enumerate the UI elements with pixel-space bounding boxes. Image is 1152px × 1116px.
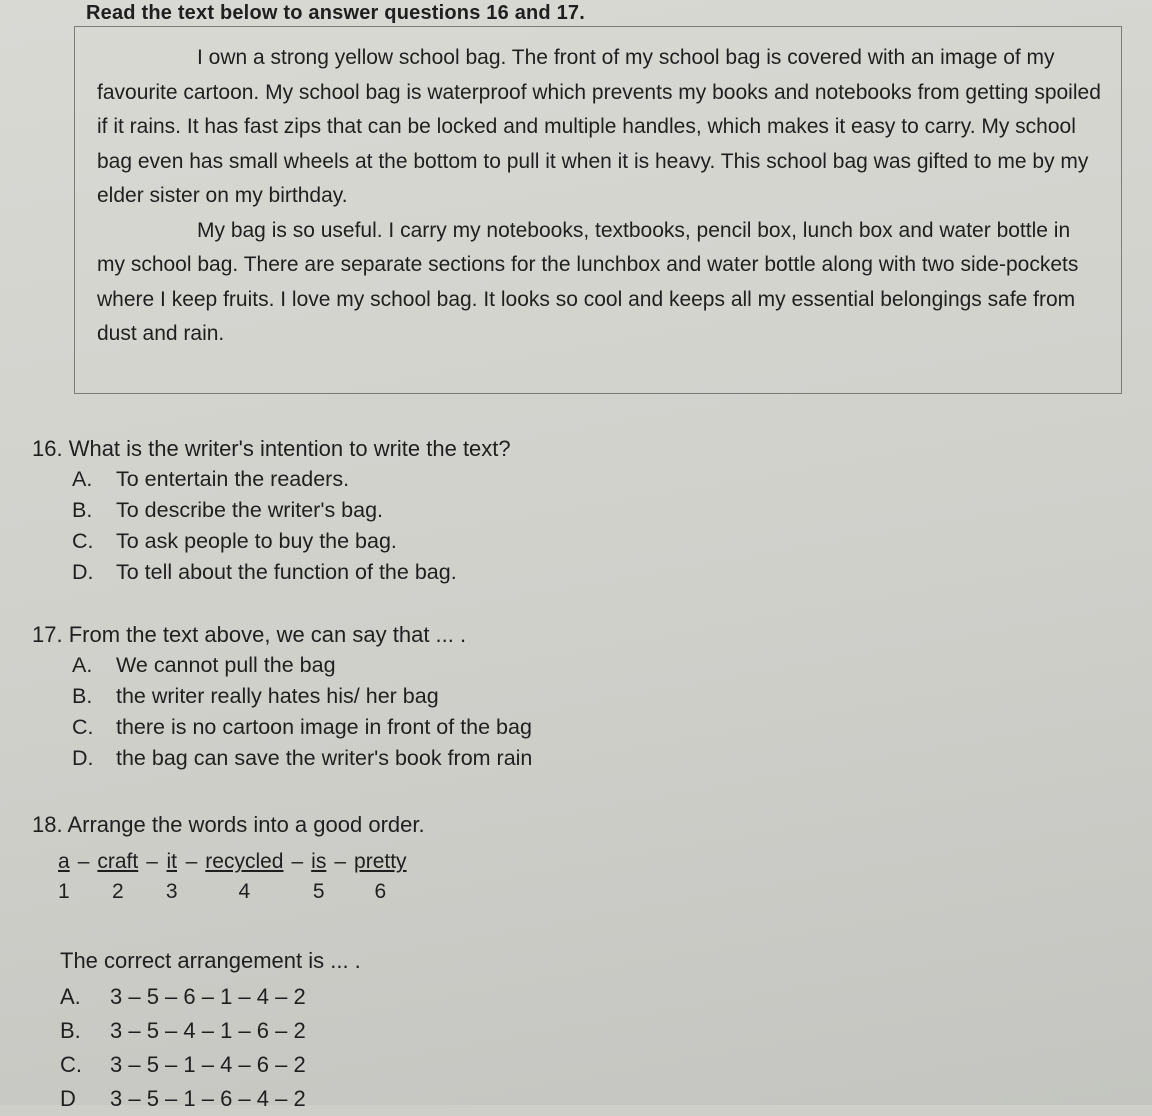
word-card [205, 848, 283, 906]
option-text: To tell about the function of the bag. [116, 560, 457, 584]
word-number: 3 [165, 880, 178, 903]
word-text: a [58, 850, 70, 873]
option-16a[interactable] [72, 464, 511, 495]
word-arrangement [58, 848, 407, 906]
word-separator: – [334, 850, 347, 873]
question-16 [32, 434, 511, 588]
word-separator: – [185, 850, 198, 873]
option-letter: B. [60, 1018, 81, 1043]
option-17a[interactable] [72, 650, 532, 681]
word-number: 1 [58, 880, 70, 903]
option-text: 3 – 5 – 6 – 1 – 4 – 2 [110, 984, 306, 1009]
option-letter: A. [60, 984, 81, 1009]
word-card [97, 848, 138, 906]
question-17-text: 17. From the text above, we can say that ... . [32, 622, 467, 647]
word-separator: – [77, 850, 90, 873]
word-number: 6 [374, 880, 387, 903]
option-18c[interactable] [60, 1048, 306, 1082]
option-letter: C. [60, 1052, 82, 1077]
option-18a[interactable] [60, 980, 306, 1014]
question-18 [32, 810, 425, 840]
option-letter: D. [72, 560, 94, 584]
question-18-options [60, 980, 306, 1116]
word-text: craft [97, 850, 139, 873]
option-letter: A. [72, 653, 93, 677]
word-number: 5 [312, 880, 325, 903]
question-18-text: 18. Arrange the words into a good order. [32, 812, 425, 837]
word-number: 2 [111, 880, 124, 903]
word-separator: – [146, 850, 158, 873]
option-text: there is no cartoon image in front of the bag [116, 715, 532, 739]
question-16-options [72, 464, 511, 588]
option-text: the writer really hates his/ her bag [116, 684, 439, 708]
word-card [166, 848, 178, 906]
option-letter: A. [72, 467, 93, 491]
passage-box [74, 26, 1122, 394]
option-17b[interactable] [72, 681, 532, 712]
option-letter: B. [72, 684, 93, 708]
passage-paragraph-1: I own a strong yellow school bag. The front of my school bag is covered with an image of my favourite cartoon. My school bag is waterproof which prevents my books and notebooks from getting spoiled if it rains. It has fast zips that can be locked and multiple handles, which makes it easy to carry. My school bag even has small wheels at the bottom to pull it when it is heavy. This school bag was gifted to me by my elder sister on my birthday. [97, 46, 1101, 207]
option-16d[interactable] [72, 557, 511, 588]
question-17 [32, 620, 532, 774]
option-16c[interactable] [72, 526, 511, 557]
option-text: To describe the writer's bag. [116, 498, 384, 522]
option-text: 3 – 5 – 4 – 1 – 6 – 2 [110, 1018, 306, 1043]
word-text: is [311, 850, 327, 873]
option-18d[interactable] [60, 1082, 306, 1116]
option-letter: C. [72, 715, 94, 739]
option-18b[interactable] [60, 1014, 306, 1048]
option-letter: D [60, 1086, 76, 1111]
option-text: the bag can save the writer's book from rain [116, 746, 533, 770]
question-17-options [72, 650, 532, 774]
option-text: To ask people to buy the bag. [116, 529, 397, 553]
word-text: recycled [205, 850, 284, 873]
option-letter: B. [72, 498, 93, 522]
option-letter: C. [72, 529, 94, 553]
word-card [354, 848, 407, 906]
word-card [311, 848, 326, 906]
word-separator: – [291, 850, 304, 873]
instruction: Read the text below to answer questions 16 and 17. [86, 2, 586, 24]
passage-paragraph-2: My bag is so useful. I carry my notebooks, textbooks, pencil box, lunch box and water bottle in my school bag. There are separate sections for the lunchbox and water bottle along with two side-pockets where I keep fruits. I love my school bag. It looks so cool and keeps all my essential belongings safe from dust and rain. [97, 218, 1079, 345]
word-text: pretty [354, 850, 407, 873]
option-text: 3 – 5 – 1 – 4 – 6 – 2 [110, 1052, 306, 1077]
option-text: We cannot pull the bag [116, 653, 336, 677]
word-card [58, 848, 70, 906]
option-text: 3 – 5 – 1 – 6 – 4 – 2 [110, 1086, 306, 1111]
question-16-text: 16. What is the writer's intention to write the text? [32, 436, 511, 461]
arrangement-prompt: The correct arrangement is ... . [60, 948, 361, 973]
word-number: 4 [238, 880, 251, 903]
option-text: To entertain the readers. [116, 467, 350, 491]
option-17c[interactable] [72, 712, 532, 743]
option-17d[interactable] [72, 743, 532, 774]
option-letter: D. [72, 746, 94, 770]
word-text: it [166, 850, 177, 873]
option-16b[interactable] [72, 495, 511, 526]
